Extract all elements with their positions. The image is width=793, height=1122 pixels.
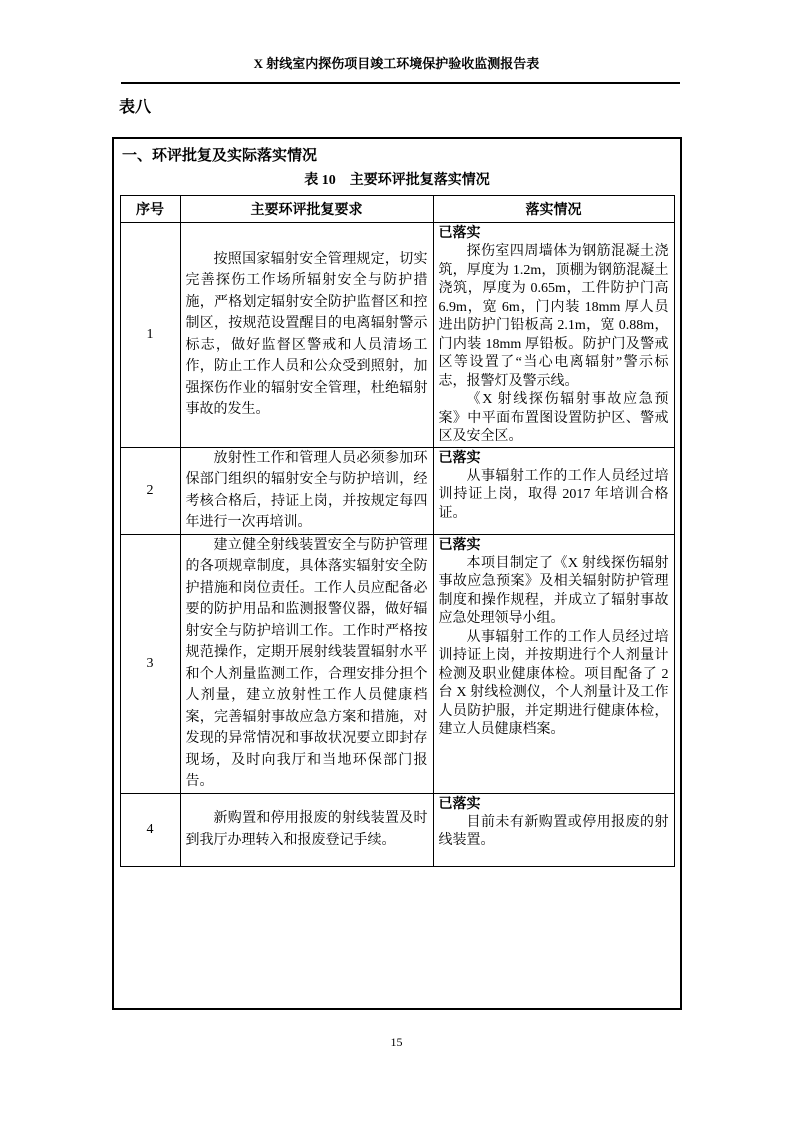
status-paragraph: 目前未有新购置或停用报废的射线装置。	[438, 814, 669, 848]
col-header-no: 序号	[120, 196, 180, 223]
content-box	[112, 137, 682, 1010]
requirement-text: 放射性工作和管理人员必须参加环保部门组织的辐射安全与防护培训，经考核合格后，持证上岗，并按规定每四年进行一次再培训。	[185, 450, 428, 530]
status-label: 已落实	[438, 450, 481, 466]
status-cell	[433, 793, 674, 866]
table-row	[120, 534, 674, 793]
status-paragraph: 探伤室四周墙体为钢筋混凝土浇筑，厚度为 1.2m，顶棚为钢筋混凝土浇筑，厚度为 0.65m，工件防护门高 6.9m，宽 6m，门内装 18mm 厚人员进出防护门铅板高 2.1m，宽 0.88m，门内装 18mm 厚铅板。防护门及警戒区等设置了“当心电离辐射”警示标志，报警灯及警示线。	[438, 244, 669, 389]
table-header-row	[120, 196, 674, 223]
row-number: 4	[120, 793, 180, 866]
col-header-requirement: 主要环评批复要求	[180, 196, 433, 223]
row-number: 1	[120, 223, 180, 448]
status-paragraph: 《X 射线探伤辐射事故应急预案》中平面布置图设置防护区、警戒区及安全区。	[438, 392, 669, 444]
header-rule	[121, 82, 680, 84]
table-row	[120, 793, 674, 866]
status-cell	[433, 534, 674, 793]
status-paragraph: 从事辐射工作的工作人员经过培训持证上岗，取得 2017 年培训合格证。	[438, 468, 669, 521]
requirement-cell	[180, 447, 433, 534]
table-row	[120, 223, 674, 448]
requirement-cell	[180, 534, 433, 793]
requirement-cell	[180, 223, 433, 448]
status-label: 已落实	[438, 796, 481, 812]
section-label: 表八	[119, 99, 152, 116]
col-header-status: 落实情况	[433, 196, 674, 223]
row-number: 3	[120, 534, 180, 793]
row-number: 2	[120, 447, 180, 534]
table-row	[120, 447, 674, 534]
page-number: 15	[390, 1035, 403, 1049]
requirement-cell	[180, 793, 433, 866]
requirement-text: 建立健全射线装置安全与防护管理的各项规章制度，具体落实辐射安全防护措施和岗位责任。工作人员应配备必要的防护用品和监测报警仪器，做好辐射安全与防护培训工作。工作时严格按规范操作，定期开展射线装置辐射水平和个人剂量监测工作，合理安排分担个人剂量，建立放射性工作人员健康档案，完善辐射事故应急方案和措施，对发现的异常情况和事故状况要立即封存现场，及时向我厅和当地环保部门报告。	[185, 537, 428, 789]
table-caption: 表 10 主要环评批复落实情况	[304, 173, 490, 188]
status-cell	[433, 223, 674, 448]
requirement-text: 按照国家辐射安全管理规定，切实完善探伤工作场所辐射安全与防护措施，严格划定辐射安全防护监督区和控制区，按规范设置醒目的电离辐射警示标志，做好监督区警戒和人员清场工作，防止工作人员和公众受到照射，加强探伤作业的辐射安全管理，杜绝辐射事故的发生。	[185, 251, 428, 418]
status-label: 已落实	[438, 226, 481, 241]
status-label: 已落实	[438, 537, 481, 553]
status-cell	[433, 447, 674, 534]
status-paragraph: 本项目制定了《X 射线探伤辐射事故应急预案》及相关辐射防护管理制度和操作规程，并成立了辐射事故应急处理领导小组。	[438, 555, 669, 626]
status-paragraph: 从事辐射工作的工作人员经过培训持证上岗，并按期进行个人剂量计检测及职业健康体检。项目配备了 2 台 X 射线检测仪，个人剂量计及工作人员防护服，并定期进行健康体检，建立人员健康档案。	[438, 629, 669, 737]
page-header-title: X 射线室内探伤项目竣工环境保护验收监测报告表	[253, 56, 540, 71]
requirement-text: 新购置和停用报废的射线装置及时到我厅办理转入和报废登记手续。	[185, 811, 428, 848]
section-heading: 一、环评批复及实际落实情况	[122, 148, 318, 164]
approval-table	[120, 195, 675, 867]
